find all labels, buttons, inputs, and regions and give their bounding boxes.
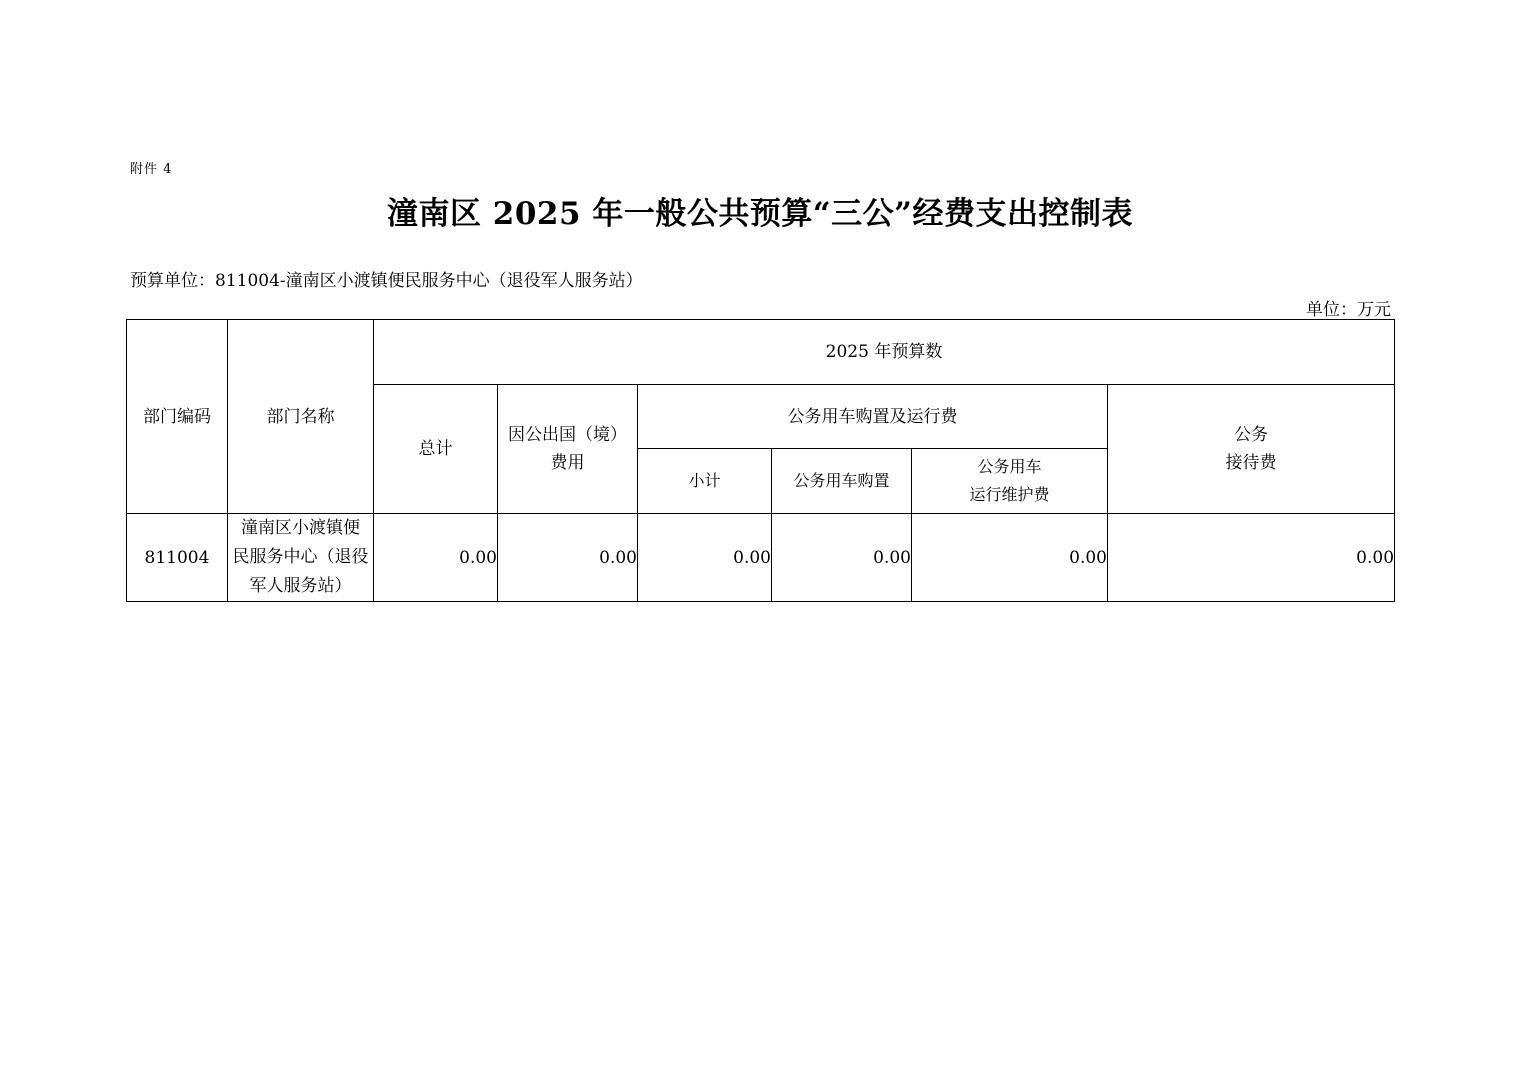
- header-vehicle: 公务用车购置及运行费: [638, 385, 1108, 449]
- header-abroad-line1: 因公出国（境）: [508, 425, 627, 445]
- page-title: 潼南区 2025 年一般公共预算“三公”经费支出控制表: [386, 196, 1134, 232]
- cell-total: 0.00: [374, 514, 498, 602]
- header-reception: [1108, 385, 1395, 514]
- budget-table: [126, 319, 1395, 602]
- header-vehicle-maint: [912, 449, 1108, 514]
- header-vehicle-subtotal: 小计: [638, 449, 772, 514]
- header-abroad-line2: 费用: [550, 453, 585, 473]
- cell-dept-name-line1: 潼南区小渡镇便: [241, 518, 360, 538]
- cell-dept-name-line2: 民服务中心（退役: [232, 547, 369, 567]
- cell-vehicle-maint: 0.00: [912, 514, 1108, 602]
- attachment-label: 附件 4: [130, 162, 173, 177]
- unit-label: 单位：万元: [1306, 300, 1391, 320]
- cell-dept-name-line3: 军人服务站）: [249, 576, 352, 596]
- header-dept-code: 部门编码: [127, 320, 228, 514]
- cell-dept-code: 811004: [127, 514, 228, 602]
- header-total: 总计: [374, 385, 498, 514]
- budget-unit: 预算单位：811004-潼南区小渡镇便民服务中心（退役军人服务站）: [130, 271, 643, 291]
- cell-abroad: 0.00: [498, 514, 638, 602]
- header-reception-line1: 公务: [1234, 425, 1268, 445]
- header-vehicle-purchase: 公务用车购置: [772, 449, 912, 514]
- header-reception-line2: 接待费: [1225, 453, 1277, 473]
- header-dept-name: 部门名称: [228, 320, 374, 514]
- cell-reception: 0.00: [1108, 514, 1395, 602]
- header-vehicle-maint-line2: 运行维护费: [969, 485, 1050, 504]
- header-vehicle-maint-line1: 公务用车: [977, 457, 1042, 476]
- cell-vehicle-subtotal: 0.00: [638, 514, 772, 602]
- cell-dept-name: [228, 514, 374, 602]
- header-budget-year: 2025 年预算数: [374, 320, 1395, 385]
- cell-vehicle-purchase: 0.00: [772, 514, 912, 602]
- header-abroad: [498, 385, 638, 514]
- table-row: [127, 514, 1395, 602]
